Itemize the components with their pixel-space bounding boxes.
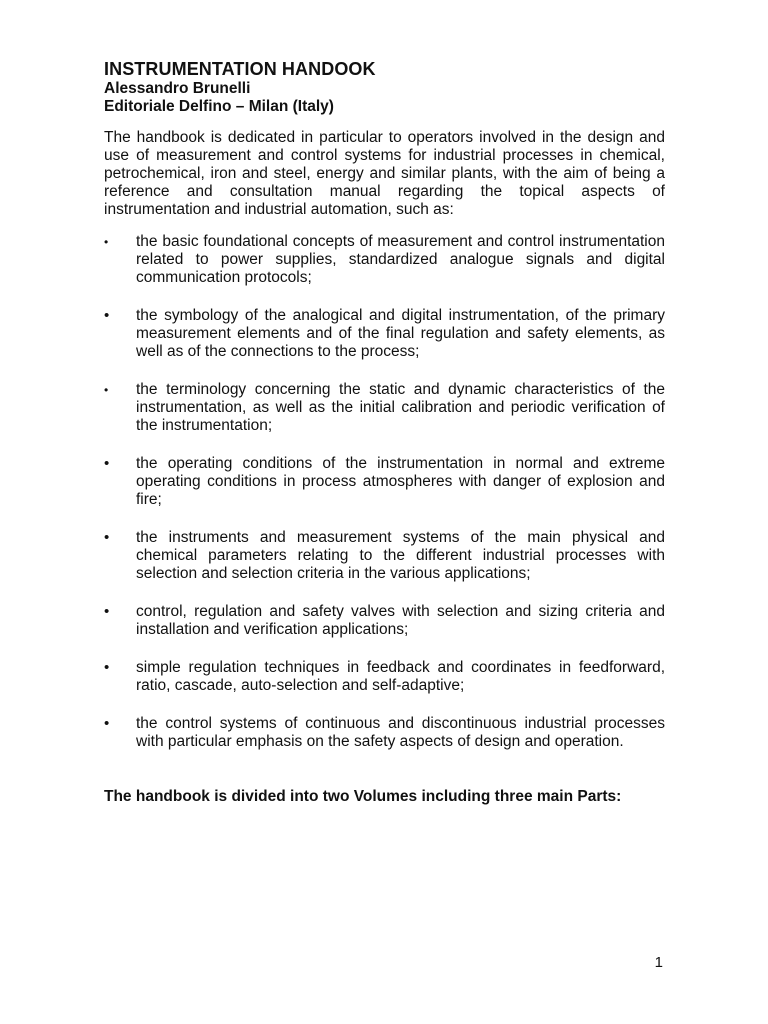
bullet-icon: • [104,383,109,397]
bullet-icon: • [104,235,109,249]
list-item [104,381,665,435]
list-item-text: simple regulation techniques in feedback and coordinates in feedforward, ratio, cascade, auto-selection and self-adaptive; [136,659,665,694]
bullet-icon: • [104,455,110,472]
list-item-text: the control systems of continuous and discontinuous industrial processes with particular emphasis on the safety aspects of design and operation. [136,715,665,750]
list-item-text: the terminology concerning the static and dynamic characteristics of the instrumentation, as well as the initial calibration and periodic verification of the instrumentation; [136,381,665,434]
bullet-icon: • [104,307,110,324]
list-item-text: control, regulation and safety valves with selection and sizing criteria and installation and verification applications; [136,603,665,638]
list-item [104,603,665,639]
list-item-text: the symbology of the analogical and digital instrumentation, of the primary measurement elements and of the final regulation and safety elements, as well as of the connections to the process; [136,307,665,360]
list-item [104,659,665,695]
document-publisher: Editoriale Delfino – Milan (Italy) [104,98,334,115]
list-item-text: the instruments and measurement systems of the main physical and chemical parameters relating to the different industrial processes with selection and selection criteria in the various applications; [136,529,665,582]
bullet-icon: • [104,715,110,732]
list-item [104,529,665,583]
document-author: Alessandro Brunelli [104,80,251,97]
bullet-icon: • [104,659,110,676]
bullet-icon: • [104,603,110,620]
closing-paragraph: The handbook is divided into two Volumes including three main Parts: [104,788,622,805]
list-item [104,715,665,751]
list-item [104,233,665,287]
bullet-icon: • [104,529,110,546]
list-item-text: the basic foundational concepts of measurement and control instrumentation related to power supplies, standardized analogue signals and digital communication protocols; [136,233,665,286]
document-title: INSTRUMENTATION HANDOOK [104,59,376,79]
list-item [104,455,665,509]
page-number: 1 [654,954,663,971]
document-page [104,58,665,806]
list-item [104,307,665,361]
topic-list [104,233,665,751]
list-item-text: the operating conditions of the instrumentation in normal and extreme operating conditions in process atmospheres with danger of explosion and fire; [136,455,665,508]
intro-paragraph: The handbook is dedicated in particular to operators involved in the design and use of measurement and control systems for industrial processes in chemical, petrochemical, iron and steel, energy and similar plants, with the aim of being a reference and consultation manual regarding the topical aspects of instrumentation and industrial automation, such as: [104,129,665,218]
